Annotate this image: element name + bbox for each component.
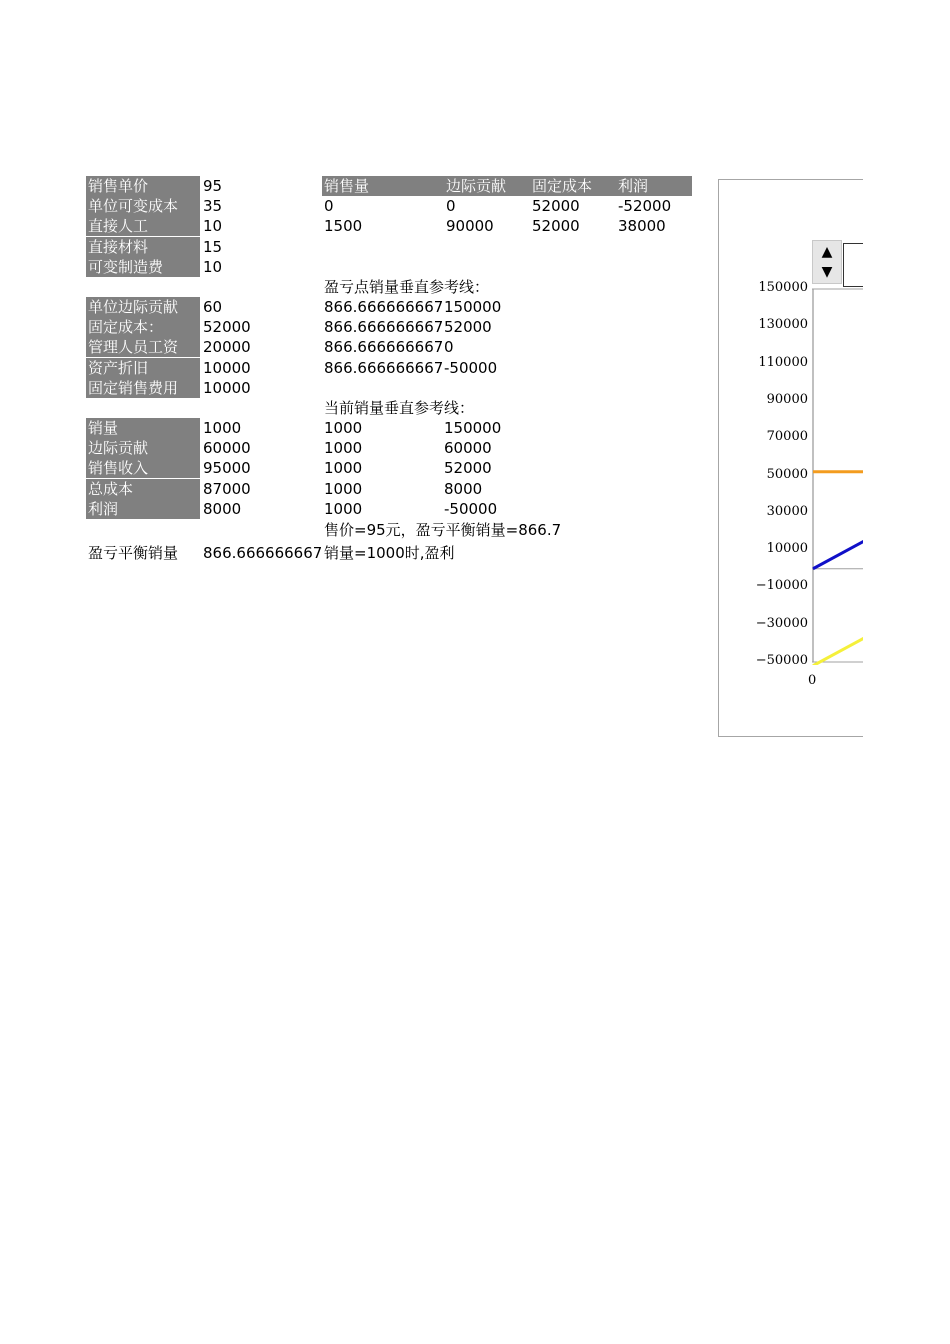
y-tick-label: −50000 xyxy=(755,653,808,668)
cell-value[interactable]: 10000 xyxy=(203,378,251,397)
column-header: 利润 xyxy=(616,176,692,196)
table-cell[interactable]: 866.666666667 xyxy=(324,358,444,377)
row-label: 利润 xyxy=(86,499,200,519)
breakeven-label: 盈亏平衡销量 xyxy=(88,544,179,562)
table-cell[interactable]: 0 xyxy=(324,197,334,215)
table-cell[interactable]: 52000 xyxy=(444,459,492,478)
row-label: 管理人员工资 xyxy=(86,337,200,357)
row-label: 总成本 xyxy=(86,479,200,499)
cell-value[interactable]: 10000 xyxy=(203,358,251,377)
spin-button[interactable] xyxy=(812,240,842,284)
table-cell[interactable]: 52000 xyxy=(532,217,580,236)
y-tick-label: 70000 xyxy=(766,429,808,445)
table-cell[interactable]: 0 xyxy=(446,197,456,215)
table-cell[interactable]: 1000 xyxy=(324,499,363,518)
table-cell[interactable]: -52000 xyxy=(618,197,672,215)
y-tick-label: 130000 xyxy=(758,317,808,333)
table-cell[interactable]: 1000 xyxy=(324,439,363,458)
row-label: 单位可变成本 xyxy=(86,196,200,216)
cell-value[interactable]: 15 xyxy=(203,237,223,256)
table-cell[interactable]: 150000 xyxy=(444,298,502,316)
x-tick-label: 0 xyxy=(808,673,817,688)
table-cell[interactable]: 52000 xyxy=(444,318,492,337)
table-cell[interactable]: 866.666666667 xyxy=(324,338,444,357)
table-cell[interactable]: -50000 xyxy=(444,499,498,518)
row-label: 直接人工 xyxy=(86,216,200,236)
column-header: 固定成本 xyxy=(530,176,616,196)
table-cell[interactable]: 1000 xyxy=(324,419,363,437)
section-title: 盈亏点销量垂直参考线： xyxy=(324,278,490,296)
y-tick-label: 30000 xyxy=(766,503,808,519)
y-tick-label: 50000 xyxy=(766,466,808,482)
section-title: 当前销量垂直参考线： xyxy=(324,399,475,417)
row-label: 销量 xyxy=(86,418,200,438)
cell-value[interactable]: 60000 xyxy=(203,439,251,458)
y-tick-label: 90000 xyxy=(766,391,808,407)
row-label: 单位边际贡献 xyxy=(86,297,200,317)
table-cell[interactable]: 1500 xyxy=(324,217,363,236)
table-cell[interactable]: 0 xyxy=(444,338,454,357)
table-cell[interactable]: 38000 xyxy=(618,217,666,236)
breakeven-value[interactable]: 866.666666667 xyxy=(203,544,323,562)
column-header: 边际贡献 xyxy=(444,176,530,196)
y-tick-label: 110000 xyxy=(758,354,808,370)
cell-value[interactable]: 95000 xyxy=(203,459,251,478)
table-cell[interactable]: 8000 xyxy=(444,479,483,498)
note-text: 销量=1000时,盈利 xyxy=(324,544,455,562)
clip-mask xyxy=(863,170,950,750)
table-cell[interactable]: -50000 xyxy=(444,358,498,377)
cell-value[interactable]: 35 xyxy=(203,197,223,216)
table-cell[interactable]: 90000 xyxy=(446,217,494,236)
y-tick-label: 10000 xyxy=(766,541,808,557)
table-cell[interactable]: 866.666666667 xyxy=(324,298,444,316)
cell-value[interactable]: 20000 xyxy=(203,338,251,357)
arrow-up-icon[interactable]: ▲ xyxy=(821,244,833,260)
row-label: 资产折旧 xyxy=(86,358,200,378)
row-label: 固定销售费用 xyxy=(86,378,200,398)
cell-value[interactable]: 10 xyxy=(203,217,223,236)
y-tick-label: −30000 xyxy=(755,615,808,631)
note-text: 售价=95元，盈亏平衡销量=866.7 xyxy=(324,521,562,539)
table-cell[interactable]: 1000 xyxy=(324,459,363,478)
y-tick-label: 150000 xyxy=(758,280,808,295)
cell-value[interactable]: 10 xyxy=(203,257,223,276)
table-cell[interactable]: 866.666666667 xyxy=(324,318,444,337)
row-label: 边际贡献 xyxy=(86,438,200,458)
arrow-down-icon[interactable]: ▼ xyxy=(821,264,833,280)
row-label: 可变制造费 xyxy=(86,257,200,277)
table-cell[interactable]: 60000 xyxy=(444,439,492,458)
cell-value[interactable]: 1000 xyxy=(203,419,242,437)
row-label: 固定成本： xyxy=(86,317,200,337)
cell-value[interactable]: 8000 xyxy=(203,499,242,518)
table-cell[interactable]: 150000 xyxy=(444,419,502,437)
cell-value[interactable]: 87000 xyxy=(203,479,251,498)
cell-value[interactable]: 52000 xyxy=(203,318,251,337)
cell-value[interactable]: 95 xyxy=(203,177,223,195)
table-cell[interactable]: 1000 xyxy=(324,479,363,498)
row-label: 销售单价 xyxy=(86,176,200,196)
row-label: 直接材料 xyxy=(86,237,200,257)
y-tick-label: −10000 xyxy=(755,578,808,594)
column-header: 销售量 xyxy=(322,176,444,196)
table-cell[interactable]: 52000 xyxy=(532,197,580,215)
cell-value[interactable]: 60 xyxy=(203,298,223,316)
row-label: 销售收入 xyxy=(86,458,200,478)
